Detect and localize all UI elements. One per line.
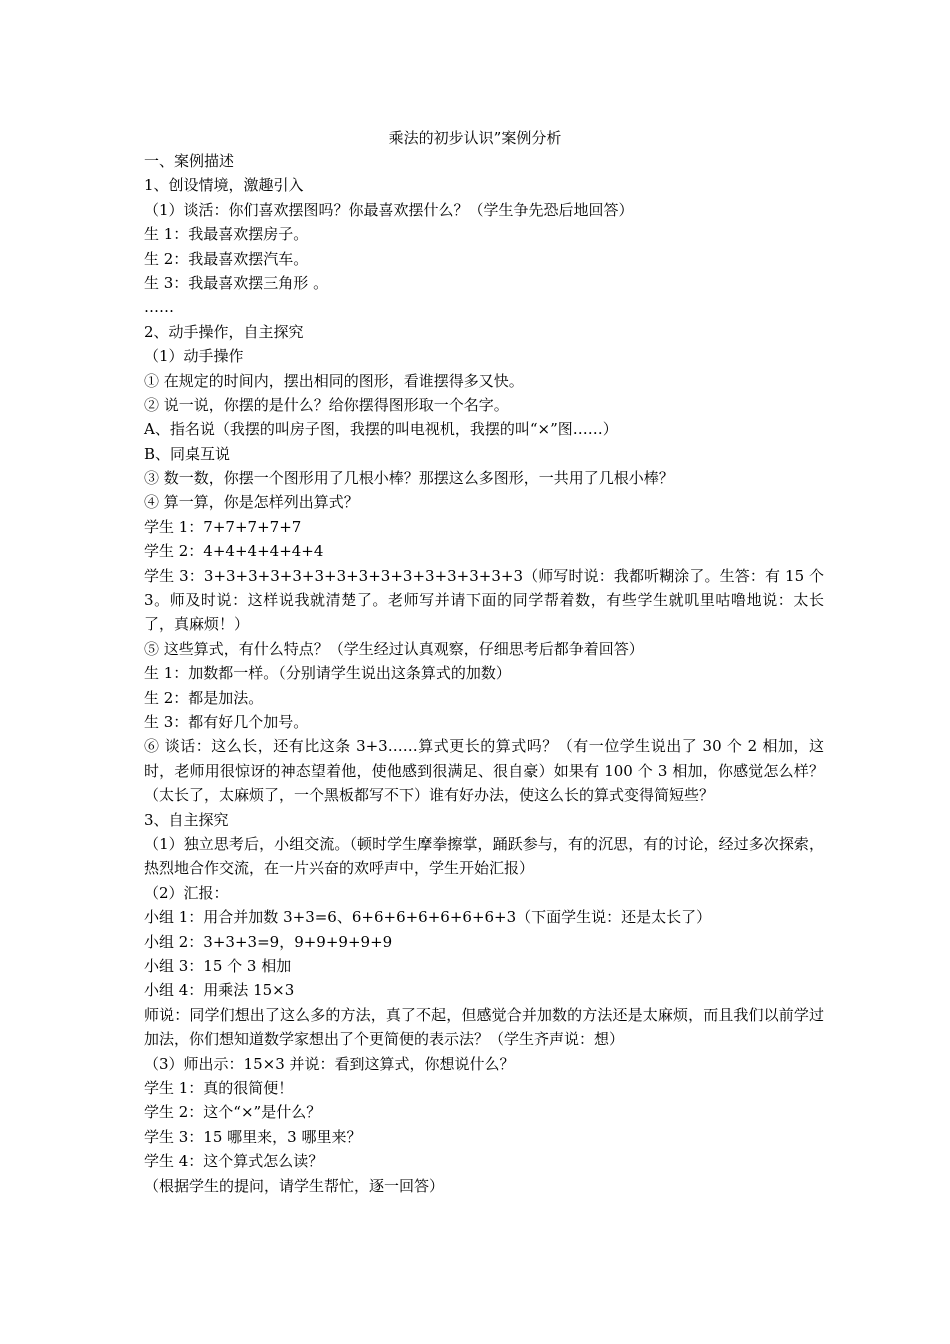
text-line: 生 2：我最喜欢摆汽车。 [144, 249, 309, 268]
text-line: 学生 4：这个算式怎么读？ [144, 1152, 324, 1171]
text-line: 小组 1：用合并加数 3+3=6、6+6+6+6+6+6+6+3（下面学生说：还是太长了） [144, 908, 712, 927]
text-line: 学生 3：15 哪里来，3 哪里来？ [144, 1127, 362, 1146]
paragraph: 师说：同学们想出了这么多的方法，真了不起，但感觉合并加数的方法还是太麻烦，而且我们以前学过加法，你们想知道数学家想出了个更简便的表示法？（学生齐声说：想） [144, 1005, 824, 1049]
text-line: 学生 2：4+4+4+4+4+4 [144, 542, 324, 561]
text-line: 小组 3：15 个 3 相加 [144, 957, 292, 976]
text-line: 生 3：都有好几个加号。 [144, 713, 309, 732]
text-line: （2）汇报： [144, 883, 229, 902]
text-line: 学生 1：真的很简便！ [144, 1079, 294, 1097]
paragraph: ⑥ 谈话：这么长，还有比这条 3+3……算式更长的算式吗？（有一位学生说出了 30 个 2 相加，这时，老师用很惊讶的神态望着他，使他感到很满足、很自豪）如果有 100 个 3 相加，你感觉怎么样？（太长了，太麻烦了，一个黑板都写不下）谁有好办法，使这么长的算式变得简短些？ [144, 737, 824, 805]
subsection-heading: 3、自主探究 [144, 810, 229, 829]
subsection-heading: 2、动手操作，自主探究 [144, 322, 304, 341]
text-line: （1）谈活：你们喜欢摆图吗？你最喜欢摆什么？（学生争先恐后地回答） [144, 200, 634, 219]
text-line: 小组 4：用乘法 15×3 [144, 981, 295, 1000]
text-line: 生 2：都是加法。 [144, 688, 264, 707]
text-line: （1）动手操作 [144, 347, 244, 366]
paragraph: （1）独立思考后，小组交流。（顿时学生摩拳擦掌，踊跃参与，有的沉思，有的讨论，经过多次探索，热烈地合作交流，在一片兴奋的欢呼声中，学生开始汇报） [144, 835, 824, 878]
text-line: （根据学生的提问，请学生帮忙，逐一回答） [144, 1176, 445, 1195]
document-body [144, 149, 824, 1198]
text-line: A、指名说（我摆的叫房子图，我摆的叫电视机，我摆的叫“×”图……） [144, 420, 618, 439]
text-line: （3）师出示：15×3 并说：看到这算式，你想说什么？ [144, 1054, 515, 1073]
text-line: 小组 2：3+3+3=9，9+9+9+9+9 [144, 932, 393, 951]
text-line: ② 说一说，你摆的是什么？给你摆得图形取一个名字。 [144, 395, 509, 414]
text-line: 生 3：我最喜欢摆三角形 。 [144, 273, 329, 292]
document-title: 乘法的初步认识”案例分析 [388, 129, 562, 147]
text-line: ④ 算一算，你是怎样列出算式？ [144, 493, 359, 512]
text-line: 学生 2：这个“×”是什么？ [144, 1103, 322, 1122]
ellipsis-line: …… [144, 298, 174, 317]
text-line: 生 1：加数都一样。（分别请学生说出这条算式的加数） [144, 664, 511, 683]
text-line: 生 1：我最喜欢摆房子。 [144, 225, 309, 244]
text-line: B、同桌互说 [144, 444, 231, 463]
subsection-heading: 1、创设情境，激趣引入 [144, 176, 304, 195]
text-line: ③ 数一数，你摆一个图形用了几根小棒？那摆这么多图形，一共用了几根小棒？ [144, 469, 674, 488]
text-line: ① 在规定的时间内，摆出相同的图形，看谁摆得多又快。 [144, 371, 524, 390]
text-line: 学生 1：7+7+7+7+7 [144, 517, 302, 536]
section-heading: 一、案例描述 [144, 152, 235, 170]
paragraph: 学生 3：3+3+3+3+3+3+3+3+3+3+3+3+3+3+3（师写时说：我都听糊涂了。生答：有 15 个 3。师及时说：这样说我就清楚了。老师写并请下面的同学帮着数，有些学生就叽里咕噜地说：太长了，真麻烦！） [144, 566, 824, 634]
text-line: ⑤ 这些算式，有什么特点？（学生经过认真观察，仔细思考后都争着回答） [144, 639, 644, 658]
